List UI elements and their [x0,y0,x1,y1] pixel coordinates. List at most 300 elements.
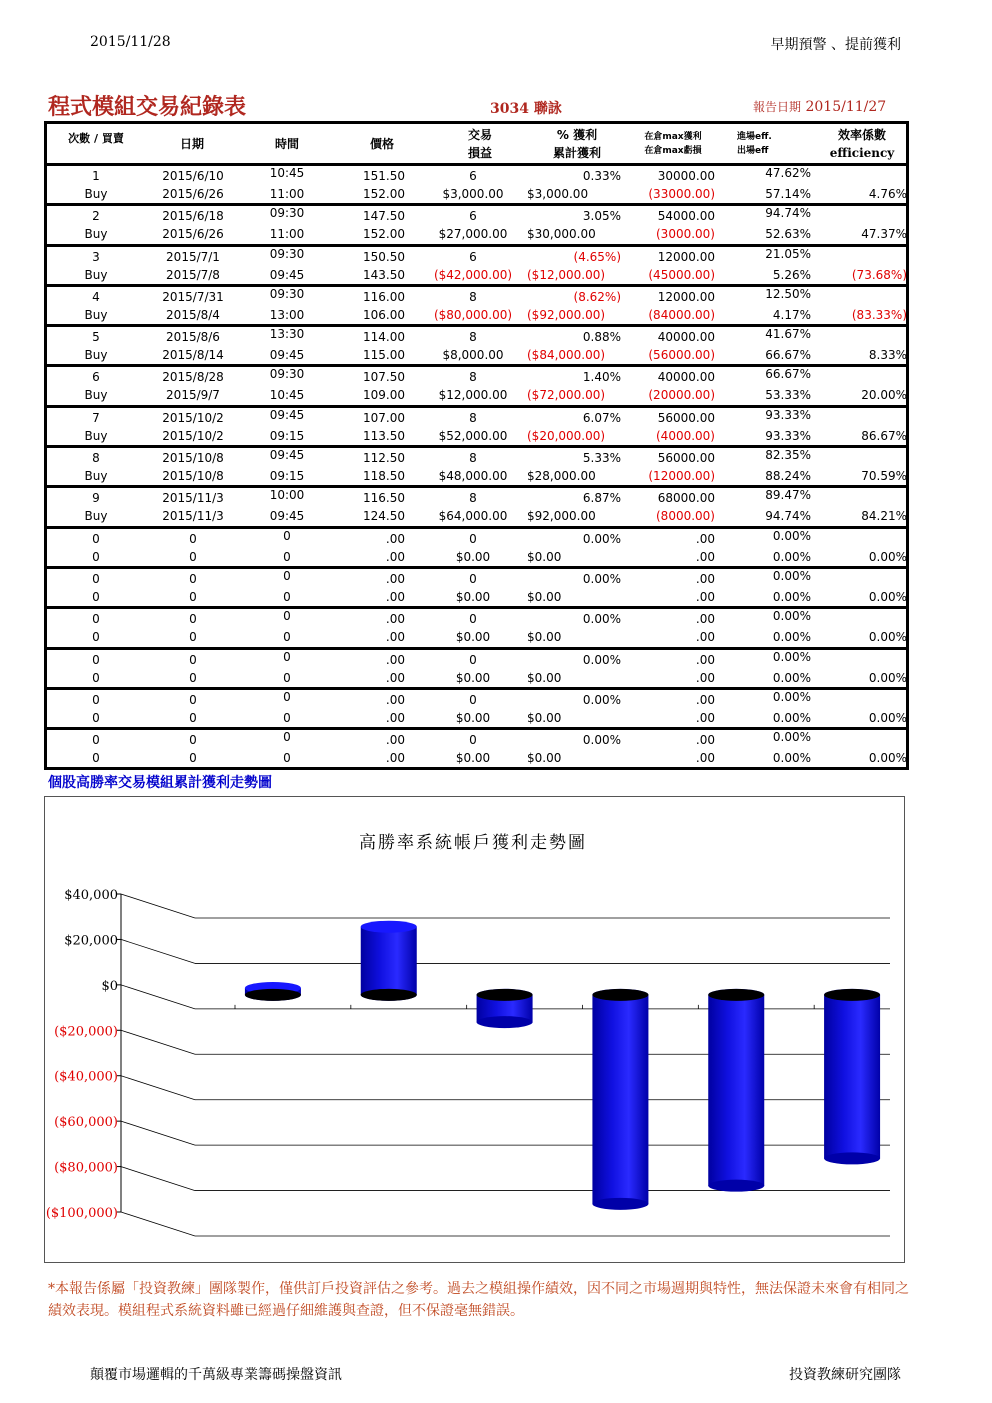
cell-qty: 8 [469,370,477,385]
cell-maxp: .00 [695,652,715,667]
cell-cum: ($12,000.00) [527,267,606,282]
cell-t1: 09:30 [269,246,305,261]
cell-p1: 107.00 [363,410,405,425]
cell-p2: .00 [385,630,405,645]
cell-no: 3 [92,249,100,264]
cell-effin: 94.74% [765,206,811,221]
cell-d1: 2015/11/3 [162,491,224,506]
cell-pl: $12,000.00 [438,388,508,403]
cell-p2: 152.00 [363,227,405,242]
bar [592,995,648,1204]
cell-d1: 2015/7/1 [166,249,220,264]
cell-pct: 0.00% [582,652,621,667]
cell-effout: 0.00% [772,751,811,766]
cell-effin: 0.00% [772,730,811,745]
cell-p2: 109.00 [363,388,405,403]
cell-effin: 93.33% [765,407,811,422]
cell-maxl: (33000.00) [648,187,715,201]
cell-effin: 66.67% [765,367,811,382]
cell-maxp: 56000.00 [657,410,715,425]
cell-eff: 84.21% [861,509,907,524]
cell-pct: 0.33% [582,169,621,183]
cell-d2: 2015/6/26 [162,227,224,242]
report-date-value: 2015/11/27 [805,99,887,115]
cell-effout: 0.00% [772,710,811,725]
table-row [47,247,906,287]
cell-p1: .00 [385,733,405,748]
cell-d2: 2015/10/8 [162,469,224,484]
table-body [47,166,906,770]
cell-eff: 0.00% [868,710,907,725]
hdr-cum: 累計獲利 [552,146,601,160]
hdr-eff: 效率係數 [837,128,886,142]
cell-maxl: (3000.00) [656,227,715,242]
cell-pl: $8,000.00 [442,348,504,363]
cell-no: 0 [92,571,100,586]
table-row [47,327,906,367]
cell-d2: 0 [189,589,197,604]
chart-title: 高勝率系統帳戶獲利走勢圖 [359,833,587,853]
cell-t2: 0 [283,670,291,685]
table-row [47,287,906,327]
cell-effout: 88.24% [765,469,811,484]
cell-d1: 0 [189,571,197,586]
cell-no: 5 [92,330,100,345]
cell-t2: 10:45 [269,388,305,403]
cell-side: 0 [92,670,100,685]
hdr-date: 日期 [179,137,204,151]
hdr-maxl: 在倉max虧損 [644,146,702,156]
cell-cum: $30,000.00 [527,227,596,242]
cell-t2: 09:45 [269,509,305,524]
disclaimer: *本報告係屬「投資教練」團隊製作，僅供訂戶投資評估之參考。過去之模組操作績效，因不同之市場週期與特性，無法保證未來會有相同之績效表現。模組程式系統資料雖已經過仔細維護與查證，但不保證毫無錯誤。 [48,1281,909,1319]
cell-t1: 09:45 [269,407,305,422]
cell-d2: 2015/7/8 [166,267,220,282]
cell-maxl: .00 [695,670,715,685]
cell-p1: .00 [385,652,405,667]
header-slogan: 早期預警 、提前獲利 [770,37,901,53]
cell-qty: 8 [469,410,477,425]
cell-d2: 2015/6/26 [162,187,224,201]
cell-no: 8 [92,451,100,466]
cell-cum: $3,000.00 [527,187,589,201]
y-tick-label: ($100,000) [45,1206,118,1221]
cell-d2: 2015/8/4 [166,307,220,322]
hdr-pct: % 獲利 [556,128,598,142]
table-row [47,367,906,407]
bar-bottom [592,1198,648,1210]
page-title: 程式模組交易紀錄表 [48,94,247,120]
table-row [47,609,906,649]
cell-no: 4 [92,289,100,304]
table-row [47,529,906,569]
bar-bottom [824,1152,880,1164]
cell-eff: 0.00% [868,549,907,564]
cell-maxl: (4000.00) [656,428,715,443]
cell-eff: 0.00% [868,589,907,604]
trade-table [44,121,909,770]
cell-pct: 1.40% [582,370,621,385]
cell-p1: .00 [385,571,405,586]
bar-base [708,989,764,1001]
grid-diagonal [121,1212,195,1236]
cell-qty: 8 [469,491,477,506]
footer-left: 顛覆市場邏輯的千萬級專業籌碼操盤資訊 [90,1367,342,1383]
header-date: 2015/11/28 [90,34,171,50]
cell-maxp: 12000.00 [657,289,715,304]
cell-effout: 93.33% [765,428,811,443]
bar-base [592,989,648,1001]
cell-side: 0 [92,549,100,564]
cell-pl: $0.00 [455,549,491,564]
table-row [47,166,906,206]
hdr-time: 時間 [274,137,299,151]
cell-d2: 0 [189,710,197,725]
cell-d1: 0 [189,652,197,667]
cell-maxl: .00 [695,630,715,645]
cell-p1: .00 [385,531,405,546]
cell-effin: 82.35% [765,448,811,463]
cell-p1: 112.50 [363,451,405,466]
cell-side: Buy [84,428,108,443]
bar-base [824,989,880,1001]
cell-maxl: (8000.00) [656,509,715,524]
cell-pl: $0.00 [455,670,491,685]
cell-pct: (4.65%) [573,249,621,264]
cell-side: 0 [92,589,100,604]
y-tick-label: ($40,000) [54,1069,118,1085]
cell-side: Buy [84,227,108,242]
cell-pct: 3.05% [582,209,621,224]
cell-pl: $3,000.00 [442,187,504,201]
grid-diagonal [121,1076,195,1100]
cell-d2: 2015/8/14 [162,348,224,363]
cell-qty: 8 [469,289,477,304]
cell-pct: 5.33% [582,451,621,466]
table-row [47,448,906,488]
cell-pct: 0.00% [582,531,621,546]
cell-t2: 09:45 [269,267,305,282]
grid-diagonal [121,939,195,963]
cell-qty: 0 [469,612,477,627]
cell-pct: 6.87% [582,491,621,506]
cell-d1: 2015/6/18 [162,209,224,224]
cell-p2: .00 [385,710,405,725]
cell-effin: 41.67% [765,327,811,342]
hdr-eff-en: efficiency [829,146,895,160]
cell-t2: 11:00 [269,227,305,242]
cell-t1: 0 [283,568,291,583]
cell-maxp: .00 [695,612,715,627]
cell-qty: 0 [469,692,477,707]
cell-side: Buy [84,187,108,201]
cell-cum: $28,000.00 [527,469,596,484]
cell-effout: 57.14% [765,187,811,201]
cell-qty: 0 [469,733,477,748]
cell-no: 7 [92,410,100,425]
cell-p1: 114.00 [363,330,405,345]
cell-cum: $0.00 [527,710,562,725]
cell-d2: 2015/11/3 [162,509,224,524]
cell-t2: 0 [283,710,291,725]
cell-t1: 0 [283,609,291,624]
cell-t2: 13:00 [269,307,305,322]
bar [361,927,417,995]
cell-maxl: .00 [695,589,715,604]
cell-cum: ($20,000.00) [527,428,606,443]
cell-cum: $0.00 [527,549,562,564]
cell-maxp: 68000.00 [657,491,715,506]
footer-right: 投資教練研究團隊 [789,1367,901,1383]
cell-maxl: .00 [695,549,715,564]
chart-frame [44,796,905,1263]
cell-eff: 86.67% [861,428,907,443]
report-date-label: 報告日期 [753,100,802,114]
cell-effin: 0.00% [772,609,811,624]
cell-no: 0 [92,692,100,707]
bar-top [361,921,417,933]
cell-effout: 53.33% [765,388,811,403]
cell-effin: 47.62% [765,166,811,180]
grid-diagonal [121,894,195,918]
cell-side: Buy [84,388,108,403]
cell-p1: 116.00 [363,289,405,304]
cell-t1: 13:30 [269,327,305,342]
cell-eff: 0.00% [868,751,907,766]
cell-t2: 09:45 [269,348,305,363]
cell-effin: 21.05% [765,246,811,261]
cell-effout: 66.67% [765,348,811,363]
cell-side: Buy [84,307,108,322]
grid-diagonal [121,1030,195,1054]
cell-pl: $0.00 [455,630,491,645]
cell-pl: $0.00 [455,710,491,725]
cell-t2: 0 [283,751,291,766]
cell-t1: 0 [283,730,291,745]
cell-pct: 0.00% [582,692,621,707]
cell-p2: 115.00 [363,348,405,363]
cell-pct: 0.88% [582,330,621,345]
y-tick-label: ($20,000) [54,1024,118,1040]
table-row [47,730,906,770]
cell-effin: 0.00% [772,528,811,543]
hdr-trade: 交易 [467,128,492,142]
table-row [47,206,906,246]
cell-pl: ($42,000.00) [433,267,513,282]
cell-maxp: .00 [695,571,715,586]
cell-effin: 89.47% [765,488,811,503]
cell-d1: 0 [189,733,197,748]
cell-cum: $92,000.00 [527,509,596,524]
cell-pl: $48,000.00 [438,469,508,484]
table-row [47,569,906,609]
cell-no: 0 [92,531,100,546]
cell-d2: 2015/9/7 [166,388,220,403]
cell-pl: $52,000.00 [438,428,508,443]
cell-no: 1 [92,169,100,183]
cell-t2: 11:00 [269,187,305,201]
cell-no: 6 [92,370,100,385]
hdr-no-side: 次數 / 買賣 [68,132,124,145]
cell-maxp: .00 [695,733,715,748]
bar-bottom [708,1180,764,1192]
cell-effout: 94.74% [765,509,811,524]
cell-d2: 2015/10/2 [162,428,224,443]
cell-p2: 152.00 [363,187,405,201]
cell-effout: 0.00% [772,549,811,564]
cell-maxl: (12000.00) [648,469,715,484]
table-header [47,124,906,166]
y-tick-label: $20,000 [64,933,118,949]
cell-p1: 151.50 [363,169,405,183]
hdr-maxp: 在倉max獲利 [644,132,702,142]
cell-d1: 0 [189,692,197,707]
hdr-effout: 出場eff [737,146,769,156]
y-tick-label: $0 [101,978,118,994]
bar [824,995,880,1159]
cell-t2: 0 [283,630,291,645]
cell-effout: 52.63% [765,227,811,242]
cell-pl: $0.00 [455,589,491,604]
cell-pl: $0.00 [455,751,491,766]
cell-maxl: (20000.00) [648,388,715,403]
cell-p2: .00 [385,549,405,564]
cell-p1: 107.50 [363,370,405,385]
cell-pl: $64,000.00 [438,509,508,524]
cell-side: 0 [92,630,100,645]
cell-d2: 0 [189,630,197,645]
cell-eff: 70.59% [861,469,907,484]
cell-t2: 09:15 [269,469,305,484]
cell-cum: ($84,000.00) [527,348,606,363]
cell-t2: 09:15 [269,428,305,443]
cell-p1: 116.50 [363,491,405,506]
cell-p2: 143.50 [363,267,405,282]
cell-pct: (8.62%) [573,289,621,304]
cell-effout: 0.00% [772,589,811,604]
cell-t2: 0 [283,589,291,604]
cell-no: 9 [92,491,100,506]
cell-effin: 0.00% [772,649,811,664]
profit-chart [45,797,904,1262]
cell-effout: 5.26% [772,267,811,282]
grid-diagonal [121,985,195,1009]
cell-p2: .00 [385,670,405,685]
cell-effout: 0.00% [772,670,811,685]
cell-cum: ($72,000.00) [527,388,606,403]
cell-no: 0 [92,612,100,627]
cell-qty: 0 [469,531,477,546]
cell-pct: 6.07% [582,410,621,425]
cell-maxp: 12000.00 [657,249,715,264]
cell-cum: ($92,000.00) [527,307,606,322]
cell-maxp: .00 [695,531,715,546]
cell-p1: 150.50 [363,249,405,264]
cell-pl: $27,000.00 [438,227,508,242]
cell-eff: (83.33%) [851,307,907,322]
cell-t1: 09:30 [269,367,305,382]
cell-maxp: 30000.00 [657,169,715,183]
cell-pct: 0.00% [582,612,621,627]
cell-pct: 0.00% [582,733,621,748]
cell-qty: 6 [469,169,477,183]
cell-effin: 0.00% [772,568,811,583]
cell-p2: 118.50 [363,469,405,484]
cell-t1: 0 [283,528,291,543]
cell-qty: 0 [469,571,477,586]
cell-effin: 12.50% [765,286,811,301]
cell-d1: 2015/6/10 [162,169,224,183]
cell-eff: 0.00% [868,630,907,645]
cell-no: 0 [92,733,100,748]
cell-maxl: .00 [695,710,715,725]
cell-qty: 8 [469,330,477,345]
cell-maxl: (45000.00) [648,267,715,282]
cell-t2: 0 [283,549,291,564]
cell-side: Buy [84,348,108,363]
cell-side: Buy [84,267,108,282]
cell-cum: $0.00 [527,630,562,645]
cell-d1: 2015/10/8 [162,451,224,466]
cell-p1: 147.50 [363,209,405,224]
hdr-price: 價格 [369,137,394,151]
stock-label: 3034 聯詠 [490,101,562,117]
cell-effout: 0.00% [772,630,811,645]
cell-eff: 20.00% [861,388,907,403]
cell-side: Buy [84,509,108,524]
cell-d1: 0 [189,612,197,627]
cell-pl: ($80,000.00) [433,307,513,322]
table-row [47,690,906,730]
cell-p2: 113.50 [363,428,405,443]
cell-side: Buy [84,469,108,484]
chart-caption: 個股高勝率交易模組累計獲利走勢圖 [48,775,272,791]
table-row [47,408,906,448]
cell-d1: 2015/8/6 [166,330,220,345]
bar-base [245,989,301,1001]
cell-t1: 09:30 [269,286,305,301]
cell-eff: (73.68%) [851,267,907,282]
cell-d2: 0 [189,670,197,685]
cell-qty: 6 [469,209,477,224]
cell-qty: 8 [469,451,477,466]
grid-diagonal [121,1167,195,1191]
cell-p1: .00 [385,692,405,707]
cell-t1: 10:00 [269,488,305,503]
cell-cum: $0.00 [527,751,562,766]
cell-t1: 0 [283,689,291,704]
cell-p2: .00 [385,589,405,604]
cell-t1: 09:45 [269,448,305,463]
cell-no: 0 [92,652,100,667]
cell-d1: 0 [189,531,197,546]
cell-d2: 0 [189,549,197,564]
table-row [47,650,906,690]
hdr-effin: 進場eff. [737,132,772,142]
cell-maxl: .00 [695,751,715,766]
y-tick-label: ($60,000) [54,1115,118,1131]
cell-eff: 47.37% [861,227,907,242]
cell-pct: 0.00% [582,571,621,586]
cell-maxl: (84000.00) [648,307,715,322]
y-tick-label: ($80,000) [54,1160,118,1176]
cell-eff: 0.00% [868,670,907,685]
cell-p2: 124.50 [363,509,405,524]
cell-eff: 8.33% [868,348,907,363]
hdr-pl: 損益 [467,146,492,160]
cell-eff: 4.76% [868,187,907,201]
bar-base [361,989,417,1001]
